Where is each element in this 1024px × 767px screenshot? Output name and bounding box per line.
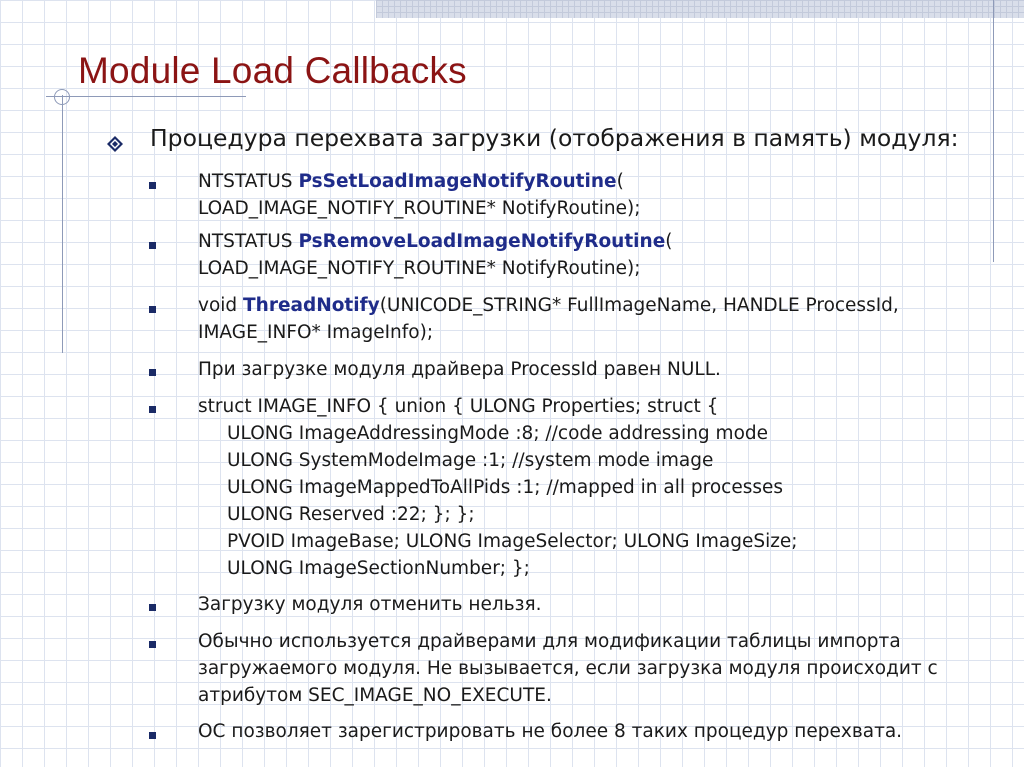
item-line: загружаемого модуля. Не вызывается, если загрузка модуля происходит с <box>198 658 938 679</box>
title-underline <box>46 96 246 97</box>
square-bullet-icon <box>149 604 156 611</box>
slide-title: Module Load Callbacks <box>78 50 467 91</box>
item-prefix: NTSTATUS <box>198 171 299 192</box>
list-item <box>198 292 998 346</box>
item-line: ОС позволяет зарегистрировать не более 8 таких процедур перехвата. <box>198 721 903 742</box>
struct-field-line: PVOID ImageBase; ULONG ImageSelector; ULONG ImageSize; <box>227 531 798 552</box>
item-line: При загрузке модуля драйвера ProcessId равен NULL. <box>198 359 721 380</box>
struct-field-line: ULONG ImageSectionNumber; }; <box>227 558 530 579</box>
item-line: Загрузку модуля отменить нельзя. <box>198 594 542 615</box>
struct-field-line: ULONG ImageMappedToAllPids :1; //mapped in all processes <box>227 477 784 498</box>
function-name: ThreadNotify <box>243 295 380 316</box>
item-line: LOAD_IMAGE_NOTIFY_ROUTINE* NotifyRoutine); <box>198 198 641 219</box>
item-line: LOAD_IMAGE_NOTIFY_ROUTINE* NotifyRoutine); <box>198 258 641 279</box>
left-frame-line <box>62 95 63 353</box>
top-pattern-band <box>376 0 1024 18</box>
list-item <box>198 393 998 582</box>
item-line: IMAGE_INFO* ImageInfo); <box>198 322 434 343</box>
square-bullet-icon <box>149 182 156 189</box>
square-bullet-icon <box>149 369 156 376</box>
item-line: Обычно используется драйверами для модификации таблицы импорта <box>198 631 901 652</box>
square-bullet-icon <box>149 732 156 739</box>
struct-field-line: ULONG ImageAddressingMode :8; //code addressing mode <box>227 423 769 444</box>
struct-field-line: ULONG Reserved :22; }; }; <box>227 504 475 525</box>
list-item <box>198 591 998 618</box>
item-prefix: void <box>198 295 244 316</box>
list-item <box>198 628 998 709</box>
item-line: struct IMAGE_INFO { union { ULONG Properties; struct { <box>198 396 719 417</box>
level1-text: Процедура перехвата загрузки (отображения в память) модуля: <box>150 124 959 152</box>
diamond-icon <box>106 135 124 153</box>
list-item <box>198 168 998 222</box>
square-bullet-icon <box>149 306 156 313</box>
list-item <box>198 718 998 745</box>
right-frame-line <box>993 0 994 262</box>
square-bullet-icon <box>149 242 156 249</box>
struct-field-line: ULONG SystemModeImage :1; //system mode image <box>227 450 714 471</box>
list-item <box>198 228 998 282</box>
item-suffix: ( <box>665 231 673 252</box>
square-bullet-icon <box>149 406 156 413</box>
item-line: атрибутом SEC_IMAGE_NO_EXECUTE. <box>198 685 552 706</box>
function-name: PsRemoveLoadImageNotifyRoutine <box>298 231 666 252</box>
square-bullet-icon <box>149 641 156 648</box>
frame-ring-icon <box>54 89 70 105</box>
function-name: PsSetLoadImageNotifyRoutine <box>298 171 617 192</box>
list-item <box>198 356 998 383</box>
item-suffix: (UNICODE_STRING* FullImageName, HANDLE ProcessId, <box>379 295 899 316</box>
item-prefix: NTSTATUS <box>198 231 299 252</box>
item-suffix: ( <box>616 171 624 192</box>
